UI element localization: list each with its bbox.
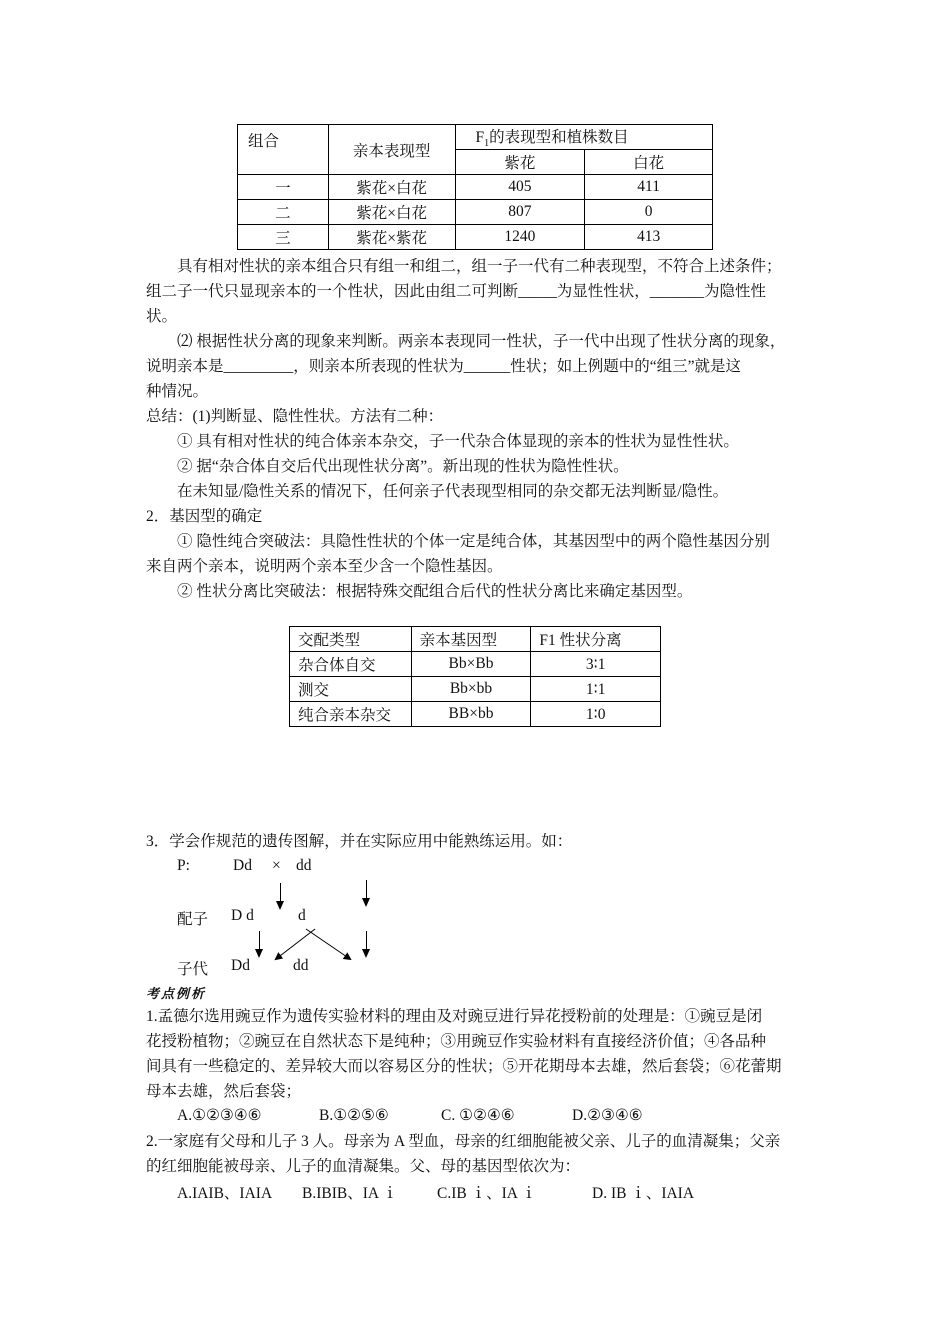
q1-option-c: C. ①②④⑥ [441, 1107, 515, 1124]
header-cell: 交配类型 [290, 627, 412, 652]
down-arrow-icon [366, 931, 367, 956]
cell: 1∶0 [531, 702, 661, 727]
q2-option-b: B.IBIB、IA ｉ [302, 1185, 398, 1202]
table-row [290, 652, 661, 677]
down-arrow-icon [366, 880, 367, 905]
q1-option-a: A.①②③④⑥ [177, 1107, 262, 1124]
summary-title: 总结：(1)判断显、隐性性状。方法有二种： [146, 408, 444, 425]
down-arrow-icon [259, 931, 260, 956]
q1-option-b: B.①②⑤⑥ [319, 1107, 389, 1124]
down-arrow-icon [280, 883, 281, 908]
header-f1: $F_1$的表现型和植株数目 [455, 125, 712, 150]
cell: Bb×Bb [411, 652, 531, 677]
question-line: 花授粉植物；②豌豆在自然状态下是纯种；③用豌豆作实验材料有直接经济价值；④各品种 [146, 1033, 767, 1050]
cell: 1∶1 [531, 677, 661, 702]
header-group: 组合 [238, 125, 329, 175]
offspring-label: 子代 [177, 961, 209, 978]
section-title: 3．学会作规范的遗传图解，并在实际应用中能熟练运用。如： [146, 833, 573, 850]
cell-purple: 807 [455, 200, 585, 225]
p-label: P: [177, 857, 190, 874]
table-row [238, 175, 713, 200]
cell-parent: 紫花×白花 [328, 175, 455, 200]
cell: Bb×bb [411, 677, 531, 702]
q1-option-d: D.②③④⑥ [572, 1107, 643, 1124]
summary-item: ① 具有相对性状的纯合体亲本杂交，子一代杂合体显现的亲本的性状为显性性状。 [177, 433, 739, 450]
cell-purple: 1240 [455, 225, 585, 250]
table-row [290, 702, 661, 727]
cell: 测交 [290, 677, 412, 702]
question-line: 的红细胞能被母亲、儿子的血清凝集。父、母的基因型依次为： [146, 1158, 581, 1175]
header-cell: 亲本基因型 [411, 627, 531, 652]
cross-symbol: × [272, 857, 281, 874]
q2-option-c: C.IB ｉ、IA ｉ [437, 1185, 537, 1202]
question-line: 1.孟德尔选用豌豆作为遗传实验材料的理由及对豌豆进行异花授粉前的处理是：①豌豆是闭 [146, 1008, 763, 1025]
p-left-genotype: Dd [233, 857, 252, 874]
p-right-genotype: dd [296, 857, 312, 874]
cell-white: 0 [585, 200, 713, 225]
cell-white: 411 [585, 175, 713, 200]
header-purple: 紫花 [455, 150, 585, 175]
question-line: 间具有一些稳定的、差异较大而以容易区分的性状；⑤开花期母本去雄，然后套袋；⑥花蕾期 [146, 1058, 782, 1075]
paragraph-line: ① 隐性纯合突破法：具隐性性状的个体一定是纯合体，其基因型中的两个隐性基因分别 [177, 533, 770, 550]
paragraph-line: 具有相对性状的亲本组合只有组一和组二，组一子一代有二种表现型，不符合上述条件； [177, 258, 782, 275]
paragraph-line: 说明亲本是_________，则亲本所表现的性状为______性状；如上例题中的“组三”就是这 [146, 358, 742, 375]
cell: 3∶1 [531, 652, 661, 677]
cell-group: 二 [238, 200, 329, 225]
question-line: 母本去雄，然后套袋； [146, 1083, 302, 1100]
paragraph-line: 来自两个亲本，说明两个亲本至少含一个隐性基因。 [146, 558, 503, 575]
cell-white: 413 [585, 225, 713, 250]
gamete-label: 配子 [177, 911, 209, 928]
question-line: 2.一家庭有父母和儿子 3 人。母亲为 A 型血，母亲的红细胞能被父亲、儿子的血清凝集；父亲 [146, 1133, 781, 1150]
paragraph-line: 种情况。 [146, 383, 209, 400]
header-parent: 亲本表现型 [328, 125, 455, 175]
f1-results-table [237, 124, 713, 250]
cell: 杂合体自交 [290, 652, 412, 677]
gamete-right: d [298, 907, 306, 924]
cell-purple: 405 [455, 175, 585, 200]
table-row [290, 677, 661, 702]
table-row [238, 225, 713, 250]
section-title: 2．基因型的确定 [146, 508, 263, 525]
table-header-row [290, 627, 661, 652]
paragraph-line: 组二子一代只显现亲本的一个性状，因此由组二可判断_____为显性性状，_______为隐性性 [146, 283, 767, 300]
cell: 纯合亲本杂交 [290, 702, 412, 727]
mating-type-table [289, 626, 661, 727]
exam-title: 考点例析 [146, 987, 207, 1002]
cell-group: 三 [238, 225, 329, 250]
paragraph-line: 状。 [146, 308, 178, 325]
paragraph-line: ② 性状分离比突破法：根据特殊交配组合后代的性状分离比来确定基因型。 [177, 583, 693, 600]
cell: BB×bb [411, 702, 531, 727]
summary-item: 在未知显/隐性关系的情况下，任何亲子代表现型相同的杂交都无法判断显/隐性。 [177, 483, 729, 500]
cell-parent: 紫花×白花 [328, 200, 455, 225]
cross-arrows-icon [270, 926, 360, 966]
q2-option-a: A.IAIB、IAIA [177, 1185, 273, 1202]
header-cell: F1 性状分离 [531, 627, 661, 652]
offspring-right: dd [293, 957, 309, 974]
gamete-left: D d [231, 907, 254, 924]
q2-option-d: D. IB ｉ、IAIA [592, 1185, 695, 1202]
table-row [238, 200, 713, 225]
header-white: 白花 [585, 150, 713, 175]
cell-group: 一 [238, 175, 329, 200]
offspring-left: Dd [231, 957, 250, 974]
cell-parent: 紫花×紫花 [328, 225, 455, 250]
paragraph-line: ⑵ 根据性状分离的现象来判断。两亲本表现同一性状，子一代中出现了性状分离的现象， [177, 333, 786, 350]
summary-item: ② 据“杂合体自交后代出现性状分离”。新出现的性状为隐性性状。 [177, 458, 629, 475]
